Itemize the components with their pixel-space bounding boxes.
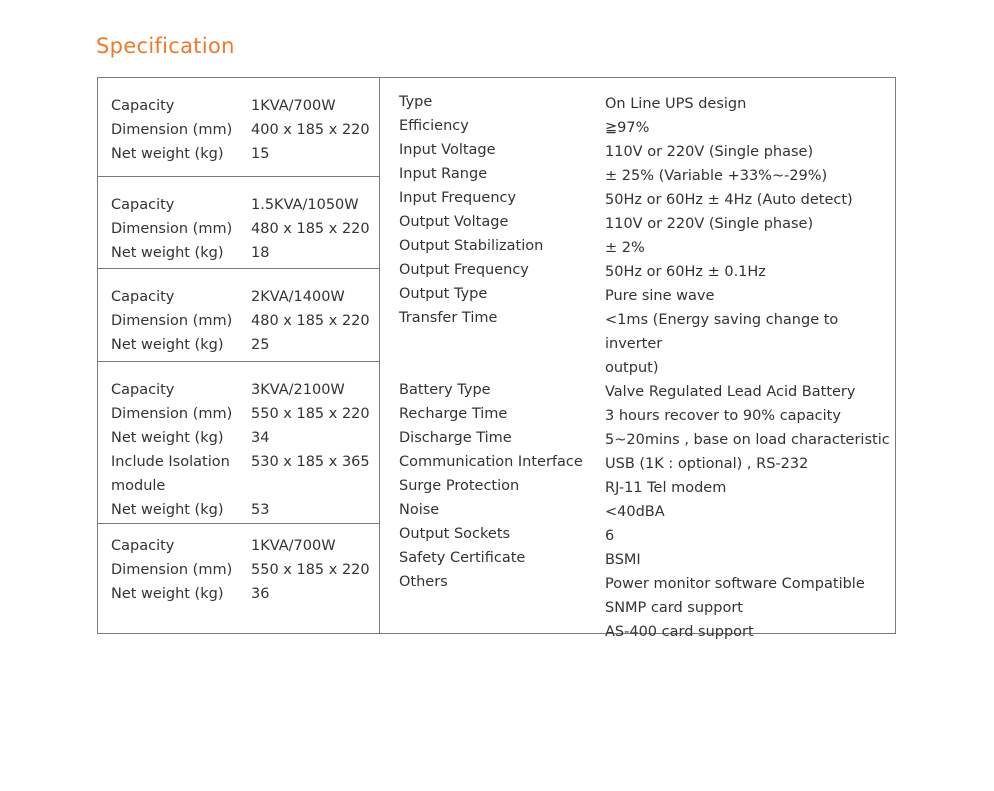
feature-value: AS-400 card support [605, 624, 754, 640]
spec-label: Dimension (mm) [111, 562, 233, 578]
feature-name: Battery Type [399, 382, 491, 398]
spec-label: Dimension (mm) [111, 221, 233, 237]
feature-row-input-range [399, 164, 895, 188]
spec-label: Net weight (kg) [111, 146, 224, 162]
spec-value: 3KVA/2100W [251, 382, 345, 398]
feature-value: output) [605, 360, 659, 376]
feature-row-safety-certificate [399, 548, 895, 572]
feature-value: USB (1K : optional) , RS-232 [605, 456, 809, 472]
feature-row-surge-protection [399, 476, 895, 500]
feature-row-communication-interface [399, 452, 895, 476]
feature-name: Output Sockets [399, 526, 511, 542]
spec-label: Capacity [111, 538, 175, 554]
page-title: Specification [96, 34, 235, 58]
feature-name: Recharge Time [399, 406, 508, 422]
model-block-2kva [98, 269, 379, 362]
feature-value: 50Hz or 60Hz ± 4Hz (Auto detect) [605, 192, 853, 208]
feature-name: Output Type [399, 286, 488, 302]
feature-value: 3 hours recover to 90% capacity [605, 408, 841, 424]
feature-name: Discharge Time [399, 430, 512, 446]
feature-name: Output Voltage [399, 214, 509, 230]
spec-label: Net weight (kg) [111, 245, 224, 261]
spec-label: Net weight (kg) [111, 586, 224, 602]
spec-label: Capacity [111, 382, 175, 398]
feature-value: 5~20mins , base on load characteristic [605, 432, 890, 448]
feature-value: <40dBA [605, 504, 665, 520]
feature-name: Output Frequency [399, 262, 529, 278]
feature-name: Input Range [399, 166, 488, 182]
feature-row-input-frequency [399, 188, 895, 212]
spec-value: 530 x 185 x 365 [251, 454, 370, 470]
spec-value: 550 x 185 x 220 [251, 406, 370, 422]
spec-label: Net weight (kg) [111, 502, 224, 518]
feature-value: ≧97% [605, 120, 650, 136]
feature-value: ± 25% (Variable +33%~-29%) [605, 168, 828, 184]
spec-label: Capacity [111, 197, 175, 213]
feature-row-others-cont [399, 596, 895, 620]
feature-name: Transfer Time [399, 310, 498, 326]
feature-row-battery-type [399, 380, 895, 404]
feature-row-type [399, 92, 895, 116]
spec-row [111, 378, 379, 402]
feature-value: BSMI [605, 552, 641, 568]
spec-row [111, 450, 379, 474]
spec-value: 2KVA/1400W [251, 289, 345, 305]
feature-name: Noise [399, 502, 440, 518]
spec-value: 36 [251, 586, 270, 602]
models-column [98, 78, 380, 633]
spec-value: 18 [251, 245, 270, 261]
feature-name: Surge Protection [399, 478, 520, 494]
feature-row-output-voltage [399, 212, 895, 236]
model-block-1-5kva [98, 177, 379, 269]
feature-row-output-sockets [399, 524, 895, 548]
feature-row-discharge-time [399, 428, 895, 452]
feature-row-output-frequency [399, 260, 895, 284]
spec-value: 1.5KVA/1050W [251, 197, 359, 213]
spec-value: 480 x 185 x 220 [251, 221, 370, 237]
spec-value: 53 [251, 502, 270, 518]
feature-value: 110V or 220V (Single phase) [605, 216, 814, 232]
spec-label: Include Isolation [111, 454, 230, 470]
spec-value: 1KVA/700W [251, 538, 336, 554]
feature-name: Safety Certificate [399, 550, 526, 566]
spec-value: 34 [251, 430, 270, 446]
feature-value: SNMP card support [605, 600, 743, 616]
feature-name: Output Stabilization [399, 238, 544, 254]
spec-value: 480 x 185 x 220 [251, 313, 370, 329]
feature-name: Input Frequency [399, 190, 517, 206]
spec-row [111, 94, 379, 118]
feature-name: Efficiency [399, 118, 469, 134]
feature-row-noise [399, 500, 895, 524]
spec-label: Capacity [111, 98, 175, 114]
model-block-1kva-second [98, 524, 379, 633]
feature-name: Others [399, 574, 448, 590]
feature-row-efficiency [399, 116, 895, 140]
feature-row-output-type [399, 284, 895, 308]
spec-row [111, 333, 379, 357]
feature-row-others-cont [399, 620, 895, 644]
feature-row-output-stabilization [399, 236, 895, 260]
spec-row [111, 582, 379, 606]
spec-row [111, 217, 379, 241]
spec-label: Capacity [111, 289, 175, 305]
feature-value: 6 [605, 528, 615, 544]
feature-value: Pure sine wave [605, 288, 715, 304]
feature-value: RJ-11 Tel modem [605, 480, 727, 496]
feature-value: Valve Regulated Lead Acid Battery [605, 384, 856, 400]
spec-label: Net weight (kg) [111, 337, 224, 353]
spec-row [111, 558, 379, 582]
feature-name: Input Voltage [399, 142, 496, 158]
spec-label: Net weight (kg) [111, 430, 224, 446]
features-column [380, 78, 895, 640]
spec-label: Dimension (mm) [111, 406, 233, 422]
spec-value: 15 [251, 146, 270, 162]
feature-row-recharge-time [399, 404, 895, 428]
spec-value: 25 [251, 337, 270, 353]
spec-label: module [111, 478, 166, 494]
feature-row-others [399, 572, 895, 596]
feature-value: 50Hz or 60Hz ± 0.1Hz [605, 264, 766, 280]
feature-row-transfer-time-cont [399, 356, 895, 380]
spec-value [251, 474, 379, 498]
feature-row-input-voltage [399, 140, 895, 164]
feature-value: ± 2% [605, 240, 645, 256]
feature-name [399, 594, 605, 618]
feature-value: <1ms (Energy saving change to inverter [605, 312, 839, 352]
model-block-1kva [98, 78, 379, 177]
spec-row [111, 426, 379, 450]
spec-row [111, 118, 379, 142]
spec-value: 550 x 185 x 220 [251, 562, 370, 578]
spec-row [111, 402, 379, 426]
spec-row [111, 474, 379, 498]
feature-name: Type [399, 94, 433, 110]
feature-value: 110V or 220V (Single phase) [605, 144, 814, 160]
spec-value: 400 x 185 x 220 [251, 122, 370, 138]
spec-row [111, 193, 379, 217]
feature-name [399, 354, 605, 378]
specification-table [97, 77, 896, 640]
spec-row [111, 285, 379, 309]
spec-label: Dimension (mm) [111, 313, 233, 329]
feature-row-transfer-time [399, 308, 895, 356]
feature-name: Communication Interface [399, 454, 583, 470]
spec-value: 1KVA/700W [251, 98, 336, 114]
model-block-3kva [98, 362, 379, 524]
spec-row [111, 241, 379, 265]
feature-value: On Line UPS design [605, 96, 747, 112]
spec-row [111, 142, 379, 166]
feature-value: Power monitor software Compatible [605, 576, 865, 592]
spec-row [111, 498, 379, 522]
spec-label: Dimension (mm) [111, 122, 233, 138]
spec-row [111, 534, 379, 558]
spec-row [111, 309, 379, 333]
feature-name [399, 618, 605, 642]
